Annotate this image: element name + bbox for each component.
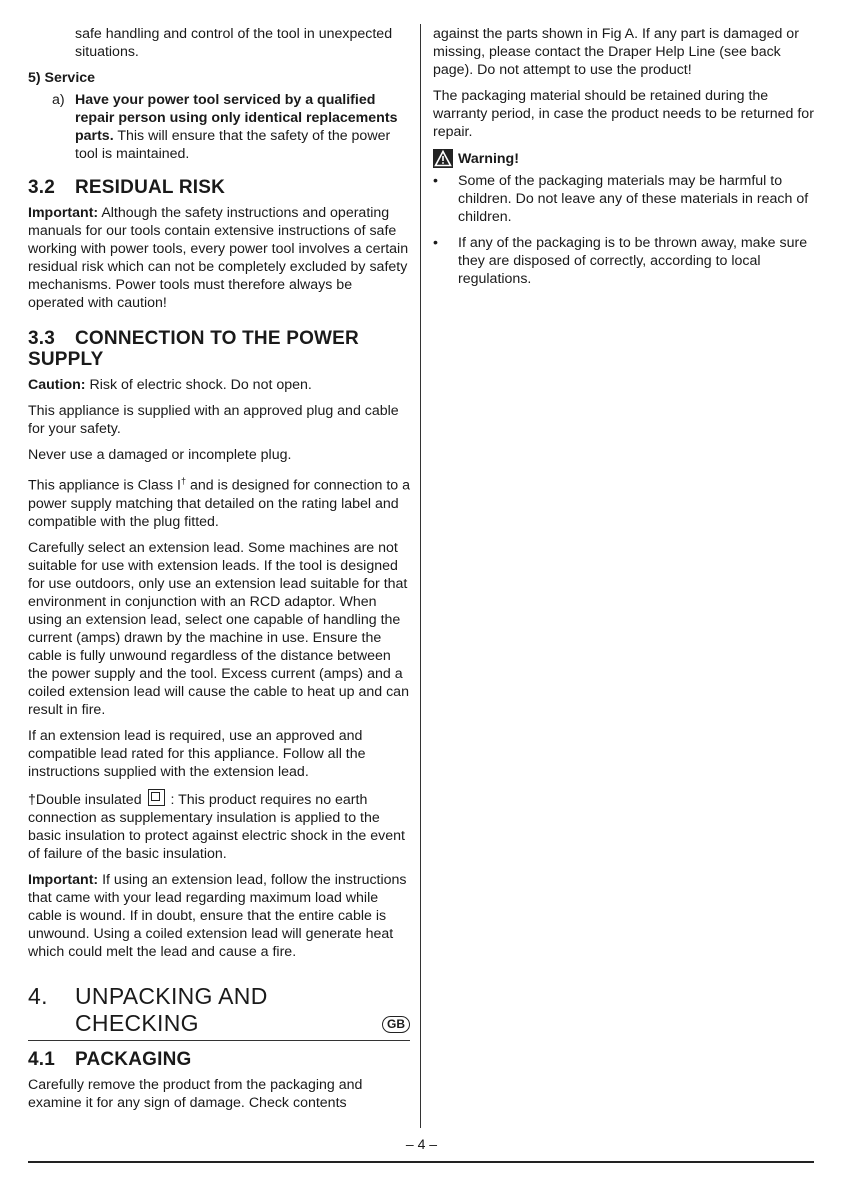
warning-heading [433, 149, 818, 168]
chapter-number: 4. [28, 982, 48, 1009]
page-number: – 4 – [405, 1136, 438, 1152]
service-item-bold: Have your power tool serviced by a qualified repair person using only identical replacements parts. [75, 92, 398, 144]
service-item-label: a) [52, 92, 65, 108]
column-divider [420, 24, 421, 1128]
footer-rule [28, 1161, 814, 1163]
section-number: 3.2 [28, 177, 56, 198]
residual-risk-paragraph: Important: Although the safety instructions and operating manuals for our tools contain extensive instructions of safe working with power tools, every power tool involves a certain residual risk which can not be completely excluded by safety mechanisms. Power tools must therefore always be operated with caution! [28, 205, 409, 311]
continuation-text: safe handling and control of the tool in unexpected situations. [75, 26, 393, 60]
never-paragraph: Never use a damaged or incomplete plug. [28, 447, 292, 463]
section-title: CONNECTION TO THE POWER SUPPLY [28, 328, 359, 370]
important-label: Important: [28, 205, 99, 221]
right-column [433, 25, 818, 296]
packaging-retain-paragraph: The packaging material should be retained during the warranty period, in case the product needs to be returned for repair. [433, 88, 814, 140]
section-title: RESIDUAL RISK [75, 177, 226, 198]
contents-paragraph: against the parts shown in Fig A. If any part is damaged or missing, please contact the Draper Help Line (see back page). Do not attempt to use the product! [433, 26, 799, 78]
class-paragraph: This appliance is Class I† and is designed for connection to a power supply matching that detailed on the rating label and compatible with the plug fitted. [28, 476, 411, 530]
gb-language-badge: GB [382, 1016, 410, 1033]
service-item-text: This will ensure that the safety of the power tool is maintained. [75, 128, 391, 162]
service-heading: 5) Service [28, 70, 96, 86]
section-number: 4.1 [28, 1048, 56, 1070]
extension-paragraph: Carefully select an extension lead. Some machines are not suitable for use with extension leads. If the tool is designed for use outdoors, only use an extension lead suitable for that environment in conjunction with an RCD adaptor. When using an extension lead, select one capable of handling the current (amps) drawn by the machine in use. Ensure the cable is fully unwound regardless of the distance between the power supply and the tool. Excess current (amps) and a coiled extension lead will cause the cable to heat up and can result in fire. [28, 539, 409, 718]
left-column [28, 25, 410, 1120]
important-extension-paragraph: Important: If using an extension lead, follow the instructions that came with your lead regarding maximum load while cable is wound. If in doubt, ensure that the entire cable is unwound. Using a coiled extension lead will generate heat which could melt the lead and cause a fire. [28, 871, 407, 960]
section-title: PACKAGING [75, 1048, 192, 1070]
section-3-2-heading [28, 177, 410, 198]
caution-paragraph: Caution: Risk of electric shock. Do not open. [28, 377, 312, 393]
section-3-3-heading [28, 328, 410, 370]
dagger-mark: † [180, 476, 186, 486]
section-4-heading [28, 983, 410, 1041]
list-item: • If any of the packaging is to be thrown away, make sure they are disposed of correctly, according to local regulations. [433, 235, 808, 287]
section-number: 3.3 [28, 328, 56, 349]
caution-label: Caution: [28, 377, 86, 393]
service-item [28, 91, 410, 163]
warning-triangle-icon [433, 149, 453, 168]
bullet-icon: • [433, 173, 438, 189]
section-4-1-heading [28, 1049, 410, 1070]
double-insulated-paragraph: †Double insulated : This product requires no earth connection as supplementary insulation is applied to the basic insulation to protect against electric shock in the event of failure of the basic insulation. [28, 789, 410, 863]
chapter-title-line-1: UNPACKING AND [75, 982, 268, 1009]
chapter-title-line-2: CHECKING [75, 1009, 199, 1036]
supplied-paragraph: This appliance is supplied with an approved plug and cable for your safety. [28, 403, 399, 437]
important-label: Important: [28, 871, 99, 888]
list-item: • Some of the packaging materials may be harmful to children. Do not leave any of these materials in reach of children. [433, 173, 809, 225]
required-paragraph: If an extension lead is required, use an approved and compatible lead rated for this appliance. Follow all the instructions supplied with the extension lead. [28, 727, 366, 780]
warning-label: Warning! [458, 150, 519, 167]
packaging-paragraph: Carefully remove the product from the packaging and examine it for any sign of damage. Check contents [28, 1076, 363, 1111]
bullet-icon: • [433, 235, 438, 251]
double-insulated-icon [148, 789, 165, 806]
